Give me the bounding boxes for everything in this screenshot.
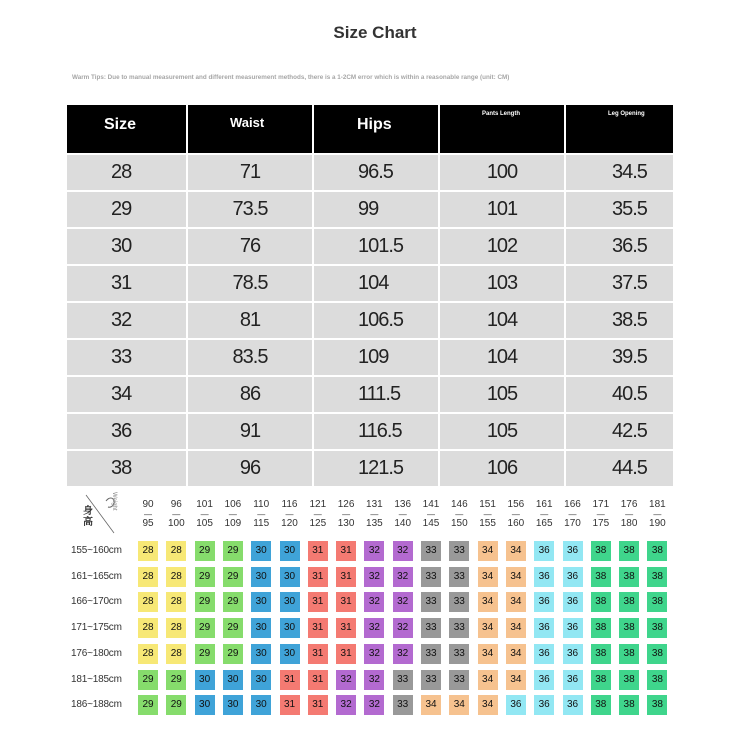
weight-range-max: 105 (196, 518, 213, 529)
size-cell: 34 (478, 592, 498, 612)
size-cell: 36 (563, 644, 583, 664)
size-cell: 32 (393, 618, 413, 638)
weight-range-max: 135 (366, 518, 383, 529)
height-label: 155~160cm (71, 545, 122, 556)
weight-range-header (136, 499, 160, 530)
table-cell: 38.5 (565, 302, 673, 339)
size-cell: 29 (223, 567, 243, 587)
table-cell: 40.5 (565, 376, 673, 413)
size-cell: 38 (647, 618, 667, 638)
size-cell: 31 (308, 670, 328, 690)
corner-height-label: 身高 (83, 506, 93, 528)
size-cell: 31 (336, 567, 356, 587)
table-cell: 106.5 (313, 302, 439, 339)
table-row (67, 154, 673, 191)
size-cell: 38 (619, 592, 639, 612)
size-cell: 33 (449, 567, 469, 587)
weight-range-header (278, 499, 302, 530)
table-cell: 31 (67, 265, 187, 302)
size-cell: 36 (563, 670, 583, 690)
table-cell: 32 (67, 302, 187, 339)
range-dash: — (625, 510, 634, 519)
size-cell: 34 (421, 695, 441, 715)
size-cell: 28 (166, 644, 186, 664)
size-cell: 38 (619, 670, 639, 690)
weight-range-max: 190 (649, 518, 666, 529)
size-cell: 32 (393, 567, 413, 587)
range-dash: — (568, 510, 577, 519)
table-cell: 96.5 (313, 154, 439, 191)
size-cell: 34 (449, 695, 469, 715)
size-cell: 29 (195, 592, 215, 612)
size-cell: 31 (308, 567, 328, 587)
size-cell: 28 (166, 567, 186, 587)
weight-range-header (164, 499, 188, 530)
size-cell: 28 (138, 592, 158, 612)
size-cell: 30 (251, 567, 271, 587)
size-cell: 32 (364, 567, 384, 587)
size-cell: 34 (478, 695, 498, 715)
size-cell: 38 (647, 644, 667, 664)
size-cell: 31 (280, 670, 300, 690)
size-cell: 36 (563, 541, 583, 561)
size-cell: 34 (478, 618, 498, 638)
size-cell: 34 (506, 541, 526, 561)
size-cell: 36 (563, 695, 583, 715)
table-cell: 39.5 (565, 339, 673, 376)
weight-range-max: 170 (564, 518, 581, 529)
header-hips: Hips (313, 105, 439, 154)
size-cell: 29 (223, 541, 243, 561)
size-cell: 38 (591, 644, 611, 664)
weight-range-max: 95 (142, 518, 154, 529)
range-dash: — (200, 510, 209, 519)
size-cell: 33 (449, 670, 469, 690)
size-cell: 29 (166, 670, 186, 690)
table-cell: 73.5 (187, 191, 313, 228)
size-cell: 36 (534, 541, 554, 561)
size-cell: 32 (364, 592, 384, 612)
range-dash: — (228, 510, 237, 519)
weight-range-max: 100 (167, 518, 185, 529)
size-cell: 38 (619, 567, 639, 587)
weight-range-header (617, 499, 641, 530)
size-cell: 38 (619, 618, 639, 638)
size-cell: 29 (223, 618, 243, 638)
weight-range-max: 175 (592, 518, 610, 529)
size-cell: 36 (563, 567, 583, 587)
table-cell: 105 (439, 413, 565, 450)
weight-range-header (645, 499, 669, 530)
size-cell: 28 (166, 618, 186, 638)
size-cell: 30 (280, 644, 300, 664)
size-cell: 36 (534, 567, 554, 587)
size-cell: 36 (534, 644, 554, 664)
weight-range-min: 121 (309, 499, 327, 510)
weight-range-min: 126 (337, 499, 355, 510)
weight-range-header (561, 499, 585, 530)
size-cell: 29 (195, 541, 215, 561)
table-cell: 121.5 (313, 450, 439, 486)
size-cell: 38 (619, 695, 639, 715)
table-cell: 78.5 (187, 265, 313, 302)
table-row (67, 413, 673, 450)
size-cell: 34 (478, 541, 498, 561)
size-table-header-row (67, 105, 673, 154)
table-cell: 101 (439, 191, 565, 228)
table-cell: 104 (439, 339, 565, 376)
height-label: 161~165cm (71, 570, 122, 582)
size-cell: 29 (195, 644, 215, 664)
weight-range-max: 160 (507, 518, 525, 529)
weight-range-min: 151 (479, 499, 496, 510)
size-cell: 34 (506, 670, 526, 690)
size-cell: 30 (223, 670, 243, 690)
size-cell: 36 (563, 618, 583, 638)
warm-tips: Warm Tips: Due to manual measurement and different measurement methods, there is a 1-2CM error which is within a reasonable range (unit: CM) (72, 74, 510, 81)
size-cell: 32 (336, 670, 356, 690)
header-pants-length: Pants Length (439, 105, 565, 154)
weight-range-header (419, 499, 443, 530)
table-cell: 38 (67, 450, 187, 486)
size-cell: 34 (506, 618, 526, 638)
size-cell: 36 (506, 695, 526, 715)
weight-range-min: 161 (535, 499, 553, 510)
weight-range-min: 156 (507, 499, 525, 510)
size-cell: 33 (449, 618, 469, 638)
weight-range-header (476, 499, 500, 530)
size-cell: 38 (591, 618, 611, 638)
size-table (67, 105, 673, 486)
size-cell: 33 (421, 567, 441, 587)
height-label: 171~175cm (71, 622, 122, 634)
table-row (67, 376, 673, 413)
table-cell: 99 (313, 191, 439, 228)
size-cell: 31 (308, 695, 328, 715)
size-cell: 34 (506, 644, 526, 664)
size-cell: 30 (280, 541, 300, 561)
table-cell: 109 (313, 339, 439, 376)
weight-range-max: 180 (620, 518, 638, 529)
range-dash: — (257, 510, 266, 519)
table-cell: 29 (67, 191, 187, 228)
size-cell: 38 (647, 695, 667, 715)
table-row (67, 228, 673, 265)
size-cell: 32 (364, 618, 384, 638)
weight-range-header (334, 499, 358, 530)
corner-weight-label: Weight (111, 492, 117, 511)
size-cell: 28 (138, 644, 158, 664)
table-cell: 102 (439, 228, 565, 265)
table-cell: 81 (187, 302, 313, 339)
size-cell: 33 (393, 695, 413, 715)
weight-range-max: 120 (281, 518, 298, 529)
weight-range-max: 165 (535, 518, 553, 529)
weight-range-max: 145 (422, 518, 440, 529)
size-cell: 28 (166, 541, 186, 561)
weight-range-min: 166 (564, 499, 581, 510)
range-dash: — (540, 510, 549, 519)
table-cell: 111.5 (313, 376, 439, 413)
size-cell: 29 (138, 695, 158, 715)
weight-range-min: 116 (281, 499, 298, 510)
range-dash: — (596, 510, 605, 519)
table-cell: 33 (67, 339, 187, 376)
weight-range-min: 136 (394, 499, 412, 510)
size-cell: 38 (591, 567, 611, 587)
range-dash: — (144, 510, 152, 519)
size-cell: 28 (138, 618, 158, 638)
size-cell: 30 (251, 695, 271, 715)
size-cell: 33 (421, 592, 441, 612)
range-dash: — (285, 510, 294, 519)
weight-range-max: 140 (394, 518, 412, 529)
size-cell: 32 (393, 541, 413, 561)
weight-range-min: 96 (170, 499, 182, 510)
weight-range-min: 131 (366, 499, 383, 510)
size-cell: 36 (534, 618, 554, 638)
header-size: Size (67, 105, 187, 154)
size-cell: 33 (393, 670, 413, 690)
range-dash: — (342, 510, 351, 519)
size-cell: 30 (280, 618, 300, 638)
table-cell: 36 (67, 413, 187, 450)
size-cell: 31 (308, 592, 328, 612)
table-cell: 106 (439, 450, 565, 486)
size-cell: 32 (393, 592, 413, 612)
weight-range-header (306, 499, 330, 530)
table-cell: 37.5 (565, 265, 673, 302)
size-cell: 30 (280, 567, 300, 587)
size-cell: 32 (364, 644, 384, 664)
table-cell: 116.5 (313, 413, 439, 450)
table-cell: 42.5 (565, 413, 673, 450)
size-cell: 33 (449, 541, 469, 561)
size-cell: 30 (280, 592, 300, 612)
size-cell: 34 (478, 670, 498, 690)
size-cell: 38 (619, 644, 639, 664)
range-dash: — (172, 510, 181, 519)
size-cell: 38 (591, 541, 611, 561)
size-cell: 30 (251, 670, 271, 690)
size-cell: 29 (195, 618, 215, 638)
size-cell: 34 (478, 567, 498, 587)
size-cell: 38 (647, 567, 667, 587)
table-row (67, 265, 673, 302)
weight-range-header (193, 499, 217, 530)
table-cell: 35.5 (565, 191, 673, 228)
weight-range-max: 125 (309, 518, 327, 529)
size-cell: 29 (166, 695, 186, 715)
size-cell: 33 (421, 541, 441, 561)
height-label: 166~170cm (71, 596, 122, 608)
weight-range-max: 150 (450, 518, 468, 529)
size-cell: 30 (251, 618, 271, 638)
table-cell: 103 (439, 265, 565, 302)
size-cell: 38 (591, 670, 611, 690)
size-cell: 29 (223, 644, 243, 664)
size-cell: 33 (421, 670, 441, 690)
size-cell: 34 (478, 644, 498, 664)
weight-range-header (362, 499, 386, 530)
size-cell: 36 (534, 592, 554, 612)
height-label: 176~180cm (71, 647, 122, 659)
size-cell: 33 (449, 592, 469, 612)
weight-range-max: 155 (479, 518, 496, 529)
size-cell: 30 (251, 644, 271, 664)
size-cell: 31 (336, 592, 356, 612)
range-dash: — (370, 510, 379, 519)
weight-range-max: 130 (337, 518, 355, 529)
chart-title: Size Chart (333, 23, 417, 42)
table-row (67, 191, 673, 228)
table-cell: 71 (187, 154, 313, 191)
table-cell: 34.5 (565, 154, 673, 191)
size-cell: 38 (647, 670, 667, 690)
table-cell: 104 (439, 302, 565, 339)
size-cell: 31 (308, 618, 328, 638)
size-cell: 32 (393, 644, 413, 664)
size-cell: 32 (336, 695, 356, 715)
weight-range-min: 101 (196, 499, 213, 510)
table-cell: 34 (67, 376, 187, 413)
size-cell: 38 (591, 592, 611, 612)
table-row (67, 339, 673, 376)
range-dash: — (313, 510, 322, 519)
weight-range-max: 115 (253, 518, 270, 529)
size-cell: 29 (195, 567, 215, 587)
table-cell: 86 (187, 376, 313, 413)
range-dash: — (511, 510, 520, 519)
size-cell: 33 (449, 644, 469, 664)
size-cell: 32 (364, 670, 384, 690)
size-cell: 31 (336, 644, 356, 664)
size-cell: 28 (138, 541, 158, 561)
height-label: 181~185cm (71, 673, 122, 685)
size-cell: 36 (563, 592, 583, 612)
weight-range-header (532, 499, 556, 530)
table-cell: 91 (187, 413, 313, 450)
table-cell: 44.5 (565, 450, 673, 486)
range-dash: — (455, 510, 464, 519)
range-dash: — (483, 510, 492, 519)
weight-range-min: 146 (450, 499, 468, 510)
weight-range-max: 109 (224, 518, 242, 529)
table-cell: 104 (313, 265, 439, 302)
table-cell: 83.5 (187, 339, 313, 376)
range-dash: — (398, 510, 407, 519)
size-cell: 36 (534, 670, 554, 690)
size-cell: 38 (591, 695, 611, 715)
size-cell: 38 (647, 541, 667, 561)
size-cell: 30 (195, 695, 215, 715)
range-dash: — (427, 510, 435, 519)
size-cell: 31 (308, 644, 328, 664)
size-cell: 34 (506, 592, 526, 612)
size-cell: 30 (251, 541, 271, 561)
table-row (67, 302, 673, 339)
table-cell: 100 (439, 154, 565, 191)
weight-range-min: 171 (592, 499, 610, 510)
weight-range-header (447, 499, 471, 530)
size-cell: 38 (619, 541, 639, 561)
header-waist: Waist (187, 105, 313, 154)
size-cell: 28 (166, 592, 186, 612)
weight-range-min: 141 (422, 499, 440, 510)
weight-range-min: 181 (649, 499, 666, 510)
table-cell: 101.5 (313, 228, 439, 265)
size-cell: 33 (421, 618, 441, 638)
size-cell: 31 (308, 541, 328, 561)
size-cell: 36 (534, 695, 554, 715)
table-row (67, 450, 673, 486)
header-leg-opening: Leg Opening (565, 105, 673, 154)
size-cell: 31 (280, 695, 300, 715)
size-cell: 29 (138, 670, 158, 690)
table-cell: 76 (187, 228, 313, 265)
size-cell: 38 (647, 592, 667, 612)
size-cell: 33 (421, 644, 441, 664)
size-cell: 28 (138, 567, 158, 587)
size-cell: 34 (506, 567, 526, 587)
size-cell: 31 (336, 541, 356, 561)
weight-range-header (391, 499, 415, 530)
weight-range-header (221, 499, 245, 530)
table-cell: 105 (439, 376, 565, 413)
range-dash: — (653, 510, 662, 519)
size-cell: 30 (251, 592, 271, 612)
weight-range-header (589, 499, 613, 530)
height-label: 186~188cm (71, 699, 122, 711)
size-cell: 29 (223, 592, 243, 612)
size-cell: 32 (364, 695, 384, 715)
table-cell: 30 (67, 228, 187, 265)
weight-range-min: 110 (253, 499, 270, 510)
size-cell: 30 (223, 695, 243, 715)
table-cell: 96 (187, 450, 313, 486)
weight-range-header (249, 499, 273, 530)
size-cell: 31 (336, 618, 356, 638)
size-cell: 32 (364, 541, 384, 561)
table-cell: 28 (67, 154, 187, 191)
table-cell: 36.5 (565, 228, 673, 265)
size-cell: 30 (195, 670, 215, 690)
weight-range-min: 106 (224, 499, 242, 510)
weight-range-min: 90 (142, 499, 154, 510)
weight-range-header (504, 499, 528, 530)
weight-range-min: 176 (620, 499, 638, 510)
